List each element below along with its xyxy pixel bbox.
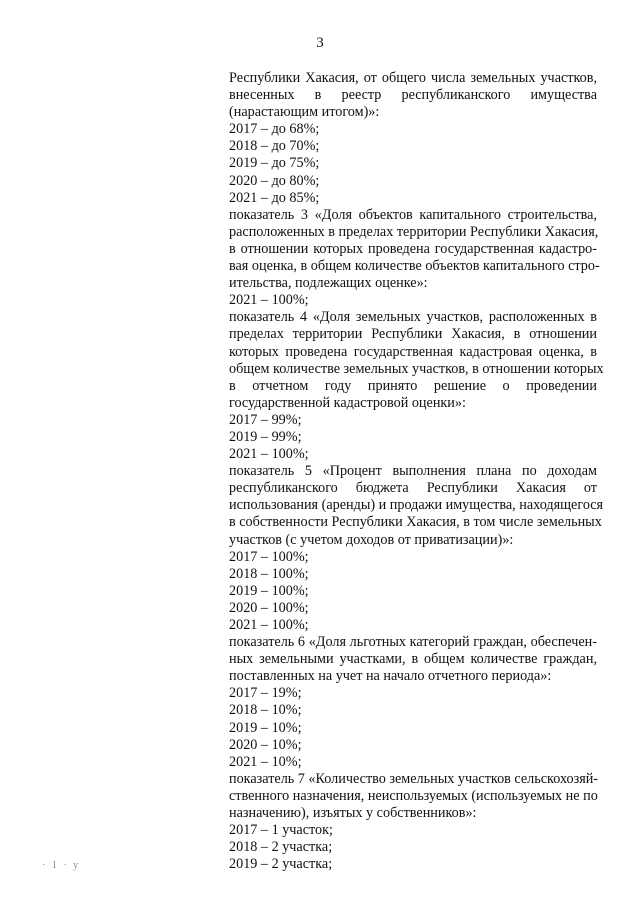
text-line: участков (с учетом доходов от приватизации)»:	[229, 531, 514, 548]
text-line: вая оценка, в общем количестве объектов капитального стро-	[229, 258, 600, 275]
text-line: ительства, подлежащих оценке»:	[229, 275, 428, 292]
text-line: 2020 – 10%;	[229, 736, 302, 753]
document-body	[229, 70, 604, 873]
text-line: 2020 – до 80%;	[229, 172, 320, 189]
text-line: расположенных в пределах территории Республики Хакасия,	[229, 223, 599, 240]
text-line: 2021 – до 85%;	[229, 189, 320, 206]
text-line: 2018 – 10%;	[229, 702, 302, 719]
text-line: показатель 3 «Доля объектов капитального строительства,	[229, 206, 597, 223]
footer-mark: · 1 · у	[42, 860, 81, 871]
text-line: назначению), изъятых у собственников»:	[229, 805, 477, 822]
text-line: 2017 – 19%;	[229, 685, 302, 702]
page-number: 3	[316, 35, 324, 51]
text-line: 2021 – 100%;	[229, 617, 309, 633]
text-line: 2017 – до 68%;	[229, 121, 320, 138]
text-line: пределах территории Республики Хакасия, в отношении	[229, 326, 597, 343]
text-line: 2021 – 100%;	[229, 446, 309, 463]
text-line: в отношении которых проведена государственная кадастро-	[229, 240, 597, 257]
text-line: 2017 – 100%;	[229, 548, 309, 565]
text-line: 2018 – 2 участка;	[229, 839, 333, 856]
text-line: государственной кадастровой оценки»:	[229, 394, 466, 411]
text-line: республиканского бюджета Республики Хакасия от	[229, 480, 597, 497]
text-line: показатель 5 «Процент выполнения плана по доходам	[229, 463, 597, 480]
text-line: 2018 – до 70%;	[229, 138, 320, 155]
text-line: использования (аренды) и продажи имущества, находящегося	[229, 497, 604, 514]
text-line: показатель 4 «Доля земельных участков, расположенных в	[229, 309, 597, 326]
text-line: показатель 6 «Доля льготных категорий граждан, обеспечен-	[229, 634, 597, 651]
text-line: 2019 – 99%;	[229, 428, 302, 445]
text-line: 2017 – 99%;	[229, 411, 302, 428]
text-line: Республики Хакасия, от общего числа земельных участков,	[229, 70, 597, 86]
text-line: общем количестве земельных участков, в отношении которых	[229, 360, 604, 377]
text-line: 2019 – 100%;	[229, 582, 309, 599]
text-line: которых проведена государственная кадастровая оценка, в	[229, 343, 597, 360]
text-line: 2019 – 10%;	[229, 719, 302, 736]
text-line: 2019 – до 75%;	[229, 155, 320, 172]
text-line: 2017 – 1 участок;	[229, 822, 333, 839]
text-line: ных земельными участками, в общем количестве граждан,	[229, 651, 597, 668]
text-line: поставленных на учет на начало отчетного периода»:	[229, 668, 552, 685]
text-line: 2021 – 10%;	[229, 753, 302, 770]
text-line: внесенных в реестр республиканского имущества	[229, 87, 597, 104]
text-line: показатель 7 «Количество земельных участков сельскохозяй-	[229, 770, 599, 787]
text-line: ственного назначения, неиспользуемых (используемых не по	[229, 787, 598, 804]
text-line: 2020 – 100%;	[229, 599, 309, 616]
text-line: в собственности Республики Хакасия, в том числе земельных	[229, 514, 602, 531]
text-line: (нарастающим итогом)»:	[229, 104, 380, 121]
text-line: 2018 – 100%;	[229, 565, 309, 582]
text-line: в отчетном году принято решение о проведении	[229, 377, 597, 394]
text-line: 2019 – 2 участка;	[229, 856, 333, 873]
text-line: 2021 – 100%;	[229, 292, 309, 309]
